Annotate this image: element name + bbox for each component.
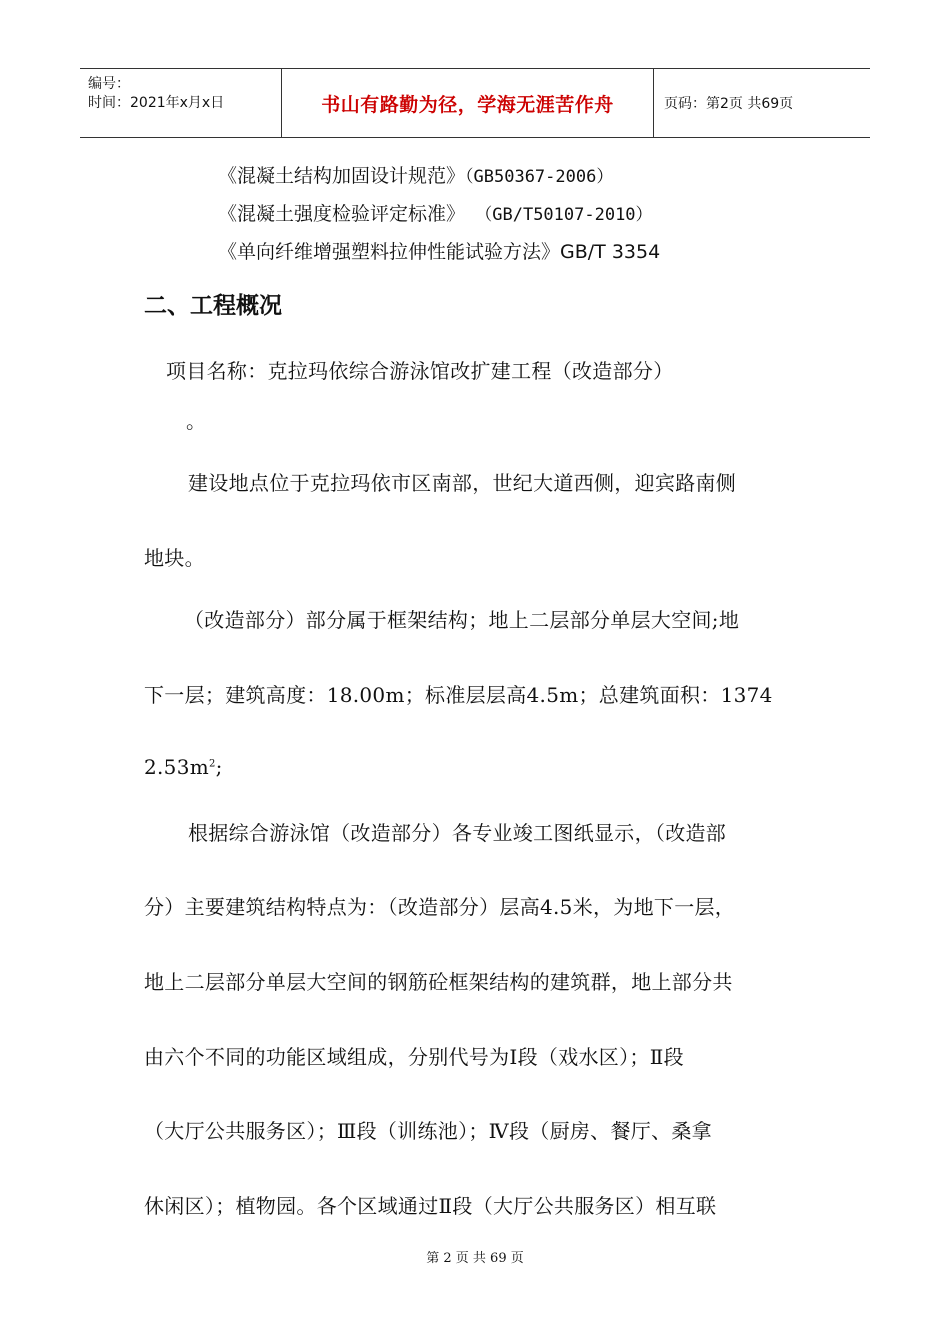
reference-code: GB/T 3354 (560, 241, 661, 263)
paragraph-line: 根据综合游泳馆（改造部分）各专业竣工图纸显示，（改造部 (188, 821, 727, 845)
area-superscript: 2 (209, 758, 216, 770)
header-page-number: 页码：第2页 共69页 (664, 96, 794, 112)
paragraph-line: 由六个不同的功能区域组成，分别代号为Ⅰ段（戏水区）；Ⅱ段 (144, 1045, 684, 1069)
paragraph-line: 地块。 (144, 546, 205, 570)
reference-code: （GB50367-2006） (465, 167, 614, 187)
paragraph-line: 建设地点位于克拉玛依市区南部，世纪大道西侧，迎宾路南侧 (188, 471, 737, 495)
document-number-label: 编号： (88, 76, 130, 92)
header-motto: 书山有路勤为径，学海无涯苦作舟 (321, 93, 614, 116)
paragraph-line: （改造部分）部分属于框架结构；地上二层部分单层大空间;地 (184, 608, 740, 632)
paragraph-line: （大厅公共服务区）；Ⅲ段（训练池）；Ⅳ段（厨房、餐厅、桑拿 (144, 1119, 712, 1143)
document-date-label: 时间：2021年x月x日 (88, 95, 225, 111)
reference-title: 《混凝土结构加固设计规范》 (218, 165, 466, 187)
reference-title: 《单向纤维增强塑料拉伸性能试验方法》 (218, 241, 561, 263)
paragraph-line: 地上二层部分单层大空间的钢筋砼框架结构的建筑群，地上部分共 (144, 970, 733, 994)
page-footer: 第 2 页 共 69 页 (426, 1251, 524, 1266)
reference-item (218, 199, 653, 226)
page-header (80, 68, 870, 138)
area-value: 2.53m (144, 755, 209, 779)
area-suffix: ; (215, 755, 223, 779)
paragraph-line: 下一层；建筑高度：18.00m；标准层层高4.5m；总建筑面积：1374 (144, 683, 773, 707)
paragraph-line: 休闲区）；植物园。各个区域通过Ⅱ段（大厅公共服务区）相互联 (144, 1194, 717, 1218)
header-page-cell (654, 69, 870, 137)
paragraph-line: 。 (186, 409, 207, 433)
header-left-cell (80, 69, 282, 137)
reference-code: （GB/T50107-2010） (465, 205, 653, 225)
reference-item (218, 237, 660, 264)
paragraph-line (144, 755, 223, 779)
paragraph-line: 项目名称：克拉玛依综合游泳馆改扩建工程（改造部分） (166, 359, 674, 383)
reference-title: 《混凝土强度检验评定标准》 (218, 203, 466, 225)
section-heading: 二、工程概况 (144, 293, 282, 319)
paragraph-line: 分）主要建筑结构特点为：（改造部分）层高4.5米，为地下一层， (144, 895, 736, 919)
header-motto-cell (282, 69, 654, 137)
reference-item (218, 161, 613, 188)
